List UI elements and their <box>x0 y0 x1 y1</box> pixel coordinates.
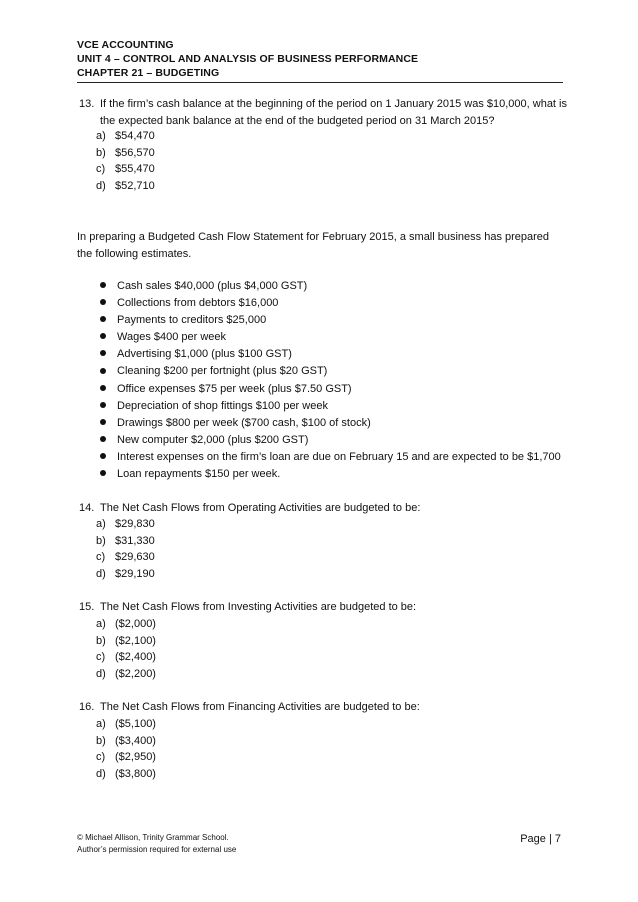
intro-paragraph: In preparing a Budgeted Cash Flow Statement for February 2015, a small business has prepared the following estimates. <box>77 231 550 260</box>
header-divider <box>77 82 563 83</box>
header-chapter: CHAPTER 21 – BUDGETING <box>77 67 220 79</box>
question-text: The Net Cash Flows from Investing Activities are budgeted to be: <box>100 601 417 613</box>
bullet-icon <box>100 385 106 391</box>
option-a: a) $54,470 <box>96 130 155 142</box>
list-item: Cash sales $40,000 (plus $4,000 GST) <box>100 278 561 295</box>
option-c: c) ($2,950) <box>96 751 156 764</box>
question-number: 13. <box>79 98 95 110</box>
option-c: c) ($2,400) <box>96 651 156 664</box>
question-number: 14. <box>79 502 95 514</box>
question-14-options <box>96 516 155 583</box>
question-13-options <box>96 128 155 195</box>
option-b: b) ($3,400) <box>96 734 156 747</box>
question-number: 16. <box>79 701 95 713</box>
option-d: d) ($2,200) <box>96 668 156 681</box>
option-b: b) ($2,100) <box>96 634 156 647</box>
list-item: Payments to creditors $25,000 <box>100 312 561 329</box>
option-c: c) $29,630 <box>96 551 155 564</box>
bullet-icon <box>100 350 106 356</box>
list-item: Collections from debtors $16,000 <box>100 295 561 312</box>
list-item: New computer $2,000 (plus $200 GST) <box>100 432 561 449</box>
list-item: Advertising $1,000 (plus $100 GST) <box>100 346 561 363</box>
option-d: d) ($3,800) <box>96 768 156 781</box>
header-subject: VCE ACCOUNTING <box>77 39 174 51</box>
question-text: The Net Cash Flows from Financing Activities are budgeted to be: <box>100 701 420 713</box>
estimates-list <box>100 278 561 483</box>
question-16-options <box>96 716 156 783</box>
question-16 <box>79 699 568 716</box>
bullet-icon <box>100 368 106 374</box>
bullet-icon <box>100 282 106 288</box>
header-unit: UNIT 4 – CONTROL AND ANALYSIS OF BUSINESS PERFORMANCE <box>77 53 419 65</box>
question-text: The Net Cash Flows from Operating Activities are budgeted to be: <box>100 502 421 514</box>
question-15-options <box>96 616 156 683</box>
question-15 <box>79 599 568 616</box>
option-d: d) $29,190 <box>96 568 155 581</box>
bullet-icon <box>100 470 106 476</box>
bullet-icon <box>100 333 106 339</box>
bullet-icon <box>100 453 106 459</box>
option-b: b) $31,330 <box>96 534 155 547</box>
bullet-icon <box>100 436 106 442</box>
option-d: d) $52,710 <box>96 180 155 193</box>
bullet-icon <box>100 316 106 322</box>
list-item: Depreciation of shop fittings $100 per week <box>100 398 561 415</box>
list-item: Cleaning $200 per fortnight (plus $20 GST) <box>100 363 561 380</box>
list-item: Wages $400 per week <box>100 329 561 346</box>
option-c: c) $55,470 <box>96 163 155 176</box>
question-13 <box>79 96 568 130</box>
option-b: b) $56,570 <box>96 146 155 159</box>
bullet-icon <box>100 299 106 305</box>
list-item: Loan repayments $150 per week. <box>100 466 561 483</box>
bullet-icon <box>100 402 106 408</box>
footer-permission: Author’s permission required for external use <box>77 845 237 854</box>
footer-credits <box>77 832 236 856</box>
list-item: Office expenses $75 per week (plus $7.50 GST) <box>100 381 561 398</box>
option-a: a) ($2,000) <box>96 618 156 630</box>
list-item: Drawings $800 per week ($700 cash, $100 of stock) <box>100 415 561 432</box>
bullet-icon <box>100 419 106 425</box>
option-a: a) $29,830 <box>96 518 155 530</box>
list-item: Interest expenses on the firm’s loan are due on February 15 and are expected to be $1,700 <box>100 449 561 466</box>
footer-copyright: © Michael Allison, Trinity Grammar School. <box>77 833 229 842</box>
question-14 <box>79 500 568 517</box>
question-text: If the firm’s cash balance at the beginning of the period on 1 January 2015 was $10,000, what is the expected bank balance at the end of the budgeted period on 31 March 2015? <box>100 98 567 127</box>
page-header <box>77 38 563 80</box>
option-a: a) ($5,100) <box>96 718 156 730</box>
page-number: Page | 7 <box>520 833 561 845</box>
question-number: 15. <box>79 601 95 613</box>
